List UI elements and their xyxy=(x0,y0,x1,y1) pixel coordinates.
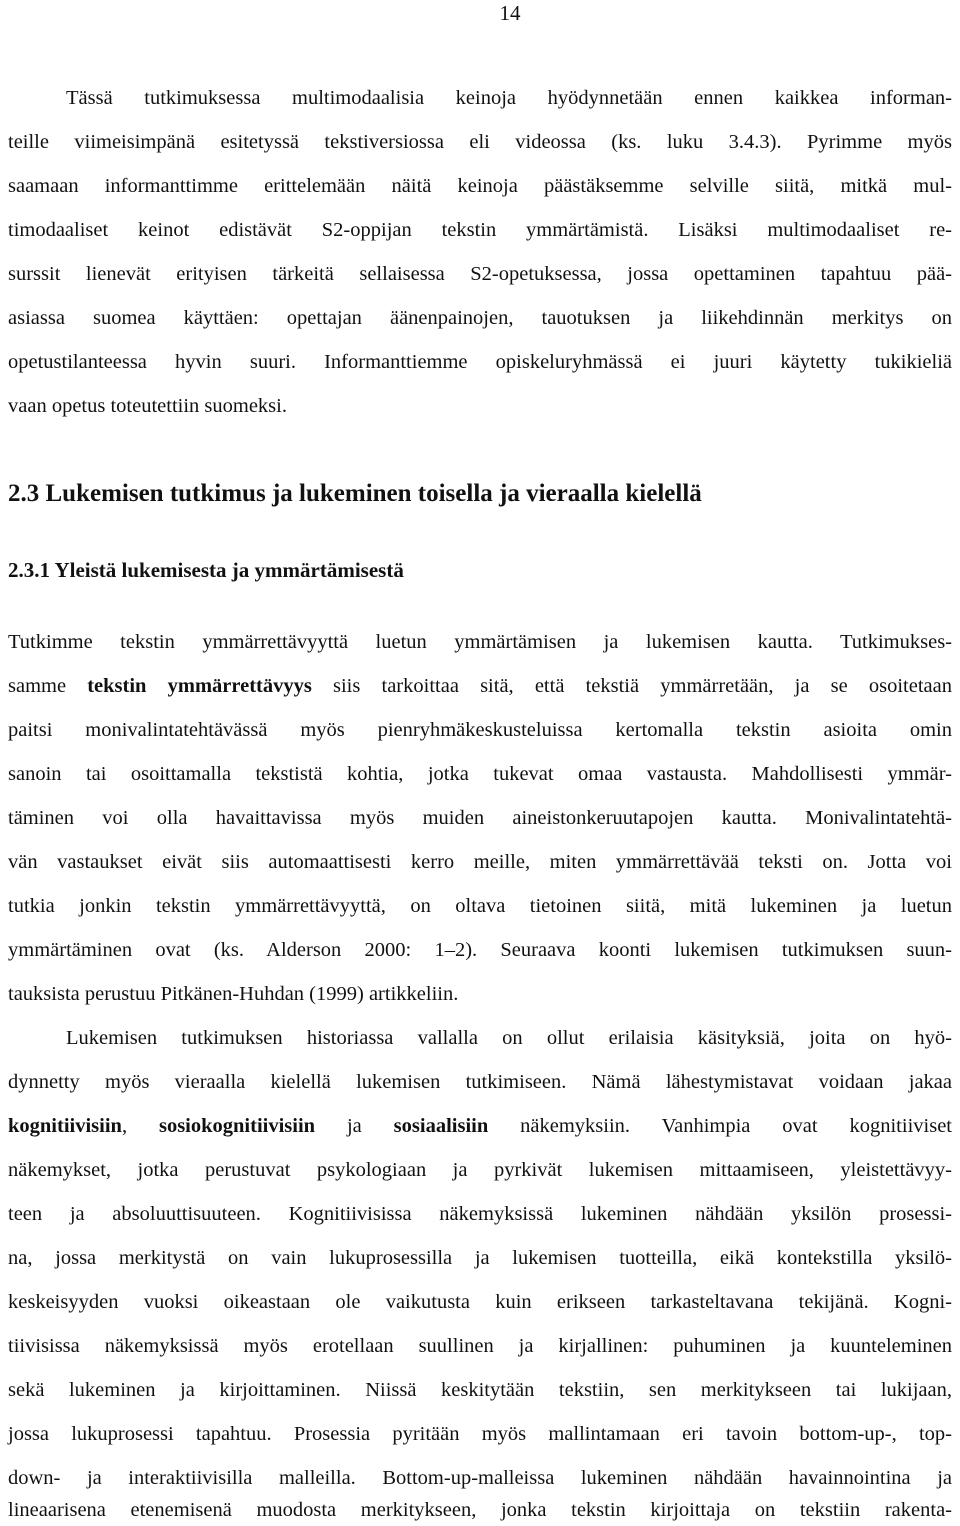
text-line: opetustilanteessa hyvin suuri. Informanttiemme opiskeluryhmässä ei juuri käytetty tukikieliä xyxy=(8,351,952,373)
text-line: tutkia jonkin tekstin ymmärrettävyyttä, on oltava tietoinen siitä, mitä lukeminen ja luetun xyxy=(8,895,952,917)
text-line: näkemykset, jotka perustuvat psykologiaan ja pyrkivät lukemisen mittaamiseen, yleistettävyy- xyxy=(8,1159,952,1181)
subsection-heading: 2.3.1 Yleistä lukemisesta ja ymmärtämisestä xyxy=(8,558,404,582)
text-line: Tutkimme tekstin ymmärrettävyyttä luetun ymmärtämisen ja lukemisen kautta. Tutkimukses- xyxy=(8,631,952,653)
text-line: teen ja absoluuttisuuteen. Kognitiivisissa näkemyksissä lukeminen nähdään yksilön prosessi- xyxy=(8,1203,952,1225)
text-line: dynnetty myös vieraalla kielellä lukemisen tutkimiseen. Nämä lähestymistavat voidaan jakaa xyxy=(8,1071,952,1093)
text-line xyxy=(8,673,952,699)
text-line: paitsi monivalintatehtävässä myös pienryhmäkeskusteluissa kertomalla tekstin asioita omin xyxy=(8,719,952,741)
text-line: ymmärtäminen ovat (ks. Alderson 2000: 1–2). Seuraava koonti lukemisen tutkimuksen suun- xyxy=(8,939,952,961)
text-line: saamaan informanttimme erittelemään näitä keinoja päästäksemme selville siitä, mitkä mul- xyxy=(8,175,952,197)
text-line: jossa lukuprosessi tapahtuu. Prosessia pyritään myös mallintamaan eri tavoin bottom-up-, top- xyxy=(8,1423,952,1445)
term-bold: sosiaalisiin xyxy=(393,1115,489,1137)
text-line: tiivisissa näkemyksissä myös erotellaan suullinen ja kirjallinen: puhuminen ja kuunteleminen xyxy=(8,1335,952,1357)
term-bold: tekstin ymmärrettävyys xyxy=(87,675,312,697)
text-line: na, jossa merkitystä on vain lukuprosessilla ja lukemisen tuotteilla, eikä kontekstilla yksilö- xyxy=(8,1247,952,1269)
text-line: Tässä tutkimuksessa multimodaalisia keinoja hyödynnetään ennen kaikkea informan- xyxy=(66,87,952,109)
text-line: sekä lukeminen ja kirjoittaminen. Niissä keskitytään tekstiin, sen merkitykseen tai lukijaan, xyxy=(8,1379,952,1401)
text-run: , xyxy=(121,1115,159,1137)
term-bold: sosiokognitiivisiin xyxy=(158,1115,316,1137)
text-line: tauksista perustuu Pitkänen-Huhdan (1999) artikkeliin. xyxy=(8,983,459,1005)
text-line: down- ja interaktiivisilla malleilla. Bottom-up-malleissa lukeminen nähdään havainnointina ja xyxy=(8,1467,952,1489)
page-number: 14 xyxy=(499,1,521,25)
text-run: näkemyksiin. Vanhimpia ovat kognitiiviset xyxy=(488,1115,952,1137)
text-line: Lukemisen tutkimuksen historiassa vallalla on ollut erilaisia käsityksiä, joita on hyö- xyxy=(66,1027,952,1049)
text-run: siis tarkoittaa sitä, että tekstiä ymmärretään, ja se osoitetaan xyxy=(311,675,952,697)
text-line: keskeisyyden vuoksi oikeastaan ole vaikutusta kuin erikseen tarkasteltavana tekijänä. Kogni- xyxy=(8,1291,952,1313)
text-line: asiassa suomea käyttäen: opettajan äänenpainojen, tauotuksen ja liikehdinnän merkitys on xyxy=(8,307,952,329)
section-heading: 2.3 Lukemisen tutkimus ja lukeminen toisella ja vieraalla kielellä xyxy=(8,480,702,507)
text-line: teille viimeisimpänä esitetyssä tekstiversiossa eli videossa (ks. luku 3.4.3). Pyrimme myös xyxy=(8,131,952,153)
text-line: lineaarisena etenemisenä muodosta merkitykseen, jonka tekstin kirjoittaja on tekstiin rakenta- xyxy=(8,1499,952,1521)
text-run: samme xyxy=(8,675,88,697)
text-line: surssit lienevät erityisen tärkeitä sellaisessa S2-opetuksessa, jossa opettaminen tapahtuu pää- xyxy=(8,263,952,285)
text-run: ja xyxy=(315,1115,394,1137)
text-line: vän vastaukset eivät siis automaattisesti kerro meille, miten ymmärrettävää teksti on. Jotta voi xyxy=(8,851,952,873)
text-line xyxy=(8,1113,952,1139)
text-line: vaan opetus toteutettiin suomeksi. xyxy=(8,395,287,417)
term-bold: kognitiivisiin xyxy=(8,1115,122,1137)
text-line: timodaaliset keinot edistävät S2-oppijan tekstin ymmärtämistä. Lisäksi multimodaaliset re- xyxy=(8,219,952,241)
text-line: sanoin tai osoittamalla tekstistä kohtia, jotka tukevat omaa vastausta. Mahdollisesti ymmär- xyxy=(8,763,952,785)
text-line: täminen voi olla havaittavissa myös muiden aineistonkeruutapojen kautta. Monivalintatehtä- xyxy=(8,807,952,829)
